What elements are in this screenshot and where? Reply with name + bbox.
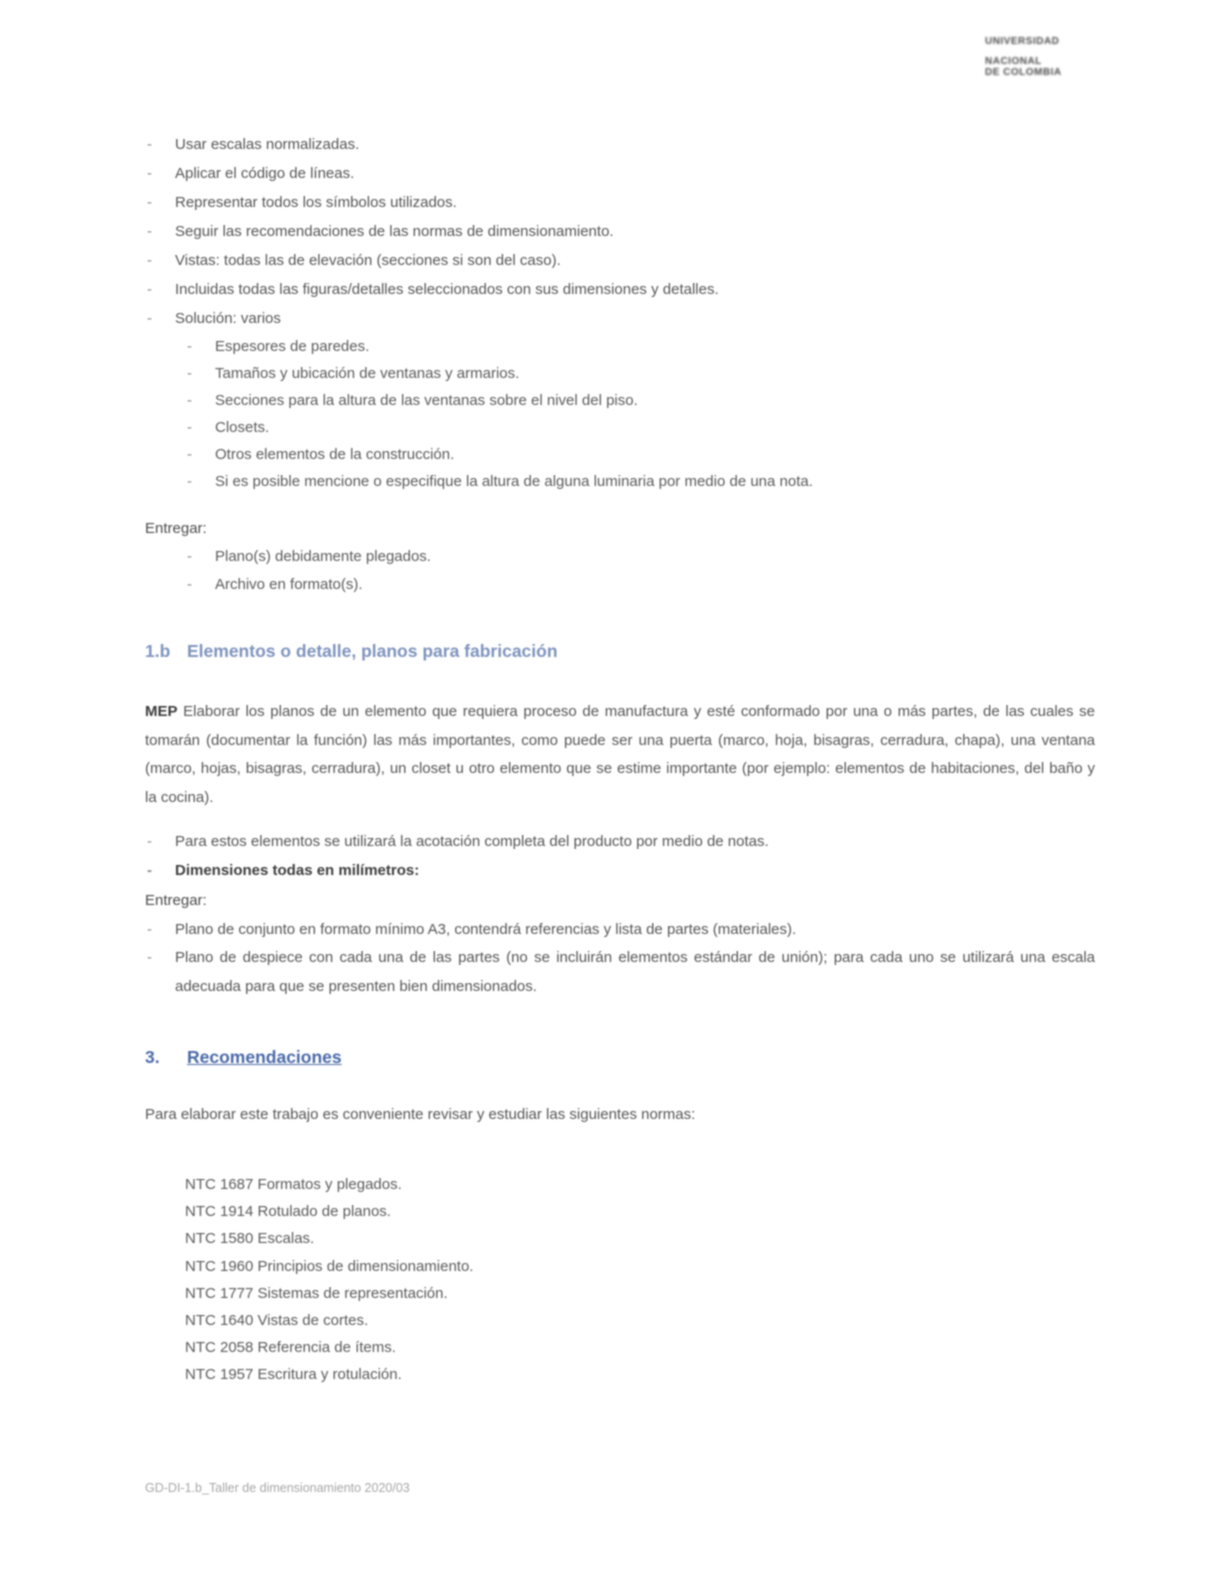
section-1b-bullets	[145, 827, 1095, 885]
section-3-intro: Para elaborar este trabajo es conveniente revisar y estudiar las siguientes normas:	[145, 1106, 696, 1123]
section-number: 3.	[145, 1047, 160, 1067]
list-item: - Seguir las recomendaciones de las normas de dimensionamiento.	[145, 217, 1095, 246]
entregar-list-2	[145, 916, 1095, 1002]
paragraph-text: Elaborar los planos de un elemento que requiera proceso de manufactura y esté conformado por una o más partes, de las cuales se tomarán (documentar la función) las más importantes, como puede ser una puerta (marco, hoja, bisagras, cerradura, chapa), una ventana (marco, hojas, bisagras, cerradura), un closet u otro elemento que se estime importante (por ejemplo: elementos de habitaciones, del baño y la cocina).	[145, 703, 1095, 806]
sub-list-item: - Otros elementos de la construcción.	[185, 441, 1095, 468]
entregar-label: Entregar:	[145, 892, 207, 909]
norma-item: NTC 1957 Escritura y rotulación.	[185, 1366, 402, 1384]
norma-item: NTC 2058 Referencia de ítems.	[185, 1339, 396, 1357]
logo-line: DE COLOMBIA	[985, 67, 1062, 78]
sub-list-item: - Tamaños y ubicación de ventanas y armarios.	[185, 360, 1095, 387]
logo-line: UNIVERSIDAD	[985, 36, 1060, 47]
requirements-list	[145, 130, 1095, 333]
list-item: - Representar todos los símbolos utilizados.	[145, 188, 1095, 217]
entregar-list	[185, 543, 1095, 599]
norma-item: NTC 1960 Principios de dimensionamiento.	[185, 1257, 474, 1275]
norma-item: NTC 1777 Sistemas de representación.	[185, 1284, 448, 1302]
entregar-label: Entregar:	[145, 520, 207, 537]
footer-text: GD-DI-1.b_Taller de dimensionamiento 2020/03	[145, 1481, 410, 1495]
section-1b-paragraph	[145, 698, 1095, 812]
document-body	[145, 0, 1095, 1389]
norma-item: NTC 1914 Rotulado de planos.	[185, 1203, 391, 1221]
norma-item: NTC 1580 Escalas.	[185, 1230, 315, 1248]
section-heading-1b	[145, 641, 1095, 662]
section-title: Recomendaciones	[187, 1047, 342, 1067]
section-heading-3	[145, 1047, 1095, 1068]
list-item: - Plano(s) debidamente plegados.	[185, 543, 1095, 571]
list-item: - Para estos elementos se utilizará la acotación completa del producto por medio de notas.	[145, 827, 1095, 856]
list-item: - Incluidas todas las figuras/detalles seleccionados con sus dimensiones y detalles.	[145, 275, 1095, 304]
list-item: - Dimensiones todas en milímetros:	[145, 856, 1095, 885]
logo-line: NACIONAL	[985, 56, 1042, 67]
paragraph-lead: MEP	[145, 703, 178, 720]
list-item: - Plano de conjunto en formato mínimo A3, contendrá referencias y lista de partes (materiales).	[145, 916, 1095, 945]
sub-list-item: - Secciones para la altura de las ventanas sobre el nivel del piso.	[185, 387, 1095, 414]
sub-list-item: - Si es posible mencione o especifique la altura de alguna luminaria por medio de una nota.	[185, 468, 1095, 495]
section-number: 1.b	[145, 641, 171, 661]
list-item: - Aplicar el código de líneas.	[145, 159, 1095, 188]
list-item: - Plano de despiece con cada una de las partes (no se incluirán elementos estándar de unión); para cada uno se utilizará una escala adecuada para que se presenten bien dimensionados.	[145, 944, 1095, 1001]
list-item: - Solución: varios	[145, 304, 1095, 333]
solution-sub-list	[185, 333, 1095, 495]
section-title: Elementos o detalle, planos para fabricación	[187, 641, 558, 661]
sub-list-item: - Espesores de paredes.	[185, 333, 1095, 360]
normas-list	[185, 1171, 1095, 1389]
list-item: - Archivo en formato(s).	[185, 571, 1095, 599]
list-item: - Usar escalas normalizadas.	[145, 130, 1095, 159]
norma-item: NTC 1640 Vistas de cortes.	[185, 1312, 369, 1330]
sub-list-item: - Closets.	[185, 414, 1095, 441]
norma-item: NTC 1687 Formatos y plegados.	[185, 1176, 402, 1193]
list-item: - Vistas: todas las de elevación (secciones si son del caso).	[145, 246, 1095, 275]
